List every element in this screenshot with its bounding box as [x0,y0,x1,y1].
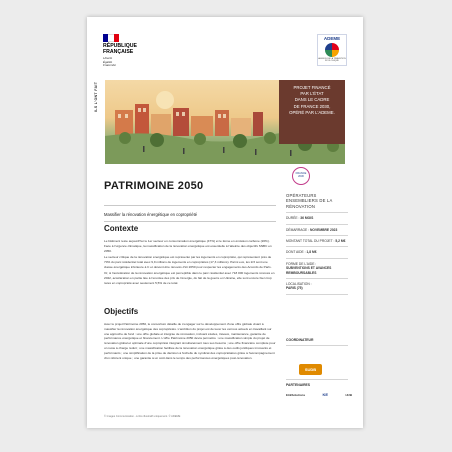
fact-value: 1,8 M€ [306,250,317,255]
label-text: FRANCE 2030 [295,172,307,178]
section-heading-contexte: Contexte [104,224,139,233]
fact-key: LOCALISATION : [286,282,312,287]
fact-value: NOVEMBRE 2023 [310,227,338,232]
funding-line: OPÉRÉ PAR L'ADEME. [289,109,335,115]
subtitle-divider [104,221,276,222]
ademe-name: ADEME [323,36,341,41]
coordinateur-label: COORDINATEUR [286,338,314,342]
partner-logo: EtikSolutions [286,392,306,397]
project-facts-panel [286,193,348,295]
flag-red [114,34,119,42]
fact-key: FORME DE L'AIDE : [286,261,317,266]
ademe-subtitle: AGENCE DE LA TRANSITION ÉCOLOGIQUE [318,58,346,63]
image-credit: © Images Communication - à titre illustratif uniquement. © ADEME [104,415,181,418]
coordinateur-divider [286,345,348,346]
ademe-logo [317,34,347,66]
fact-value: 36 MOIS [300,216,314,221]
illustration-banner [105,80,345,164]
partenaires-label: PARTENAIRES [286,383,311,387]
side-tag: ILS L'ONT FAIT [94,81,98,112]
rf-motto: Liberté Égalité Fraternité [103,56,116,67]
page-subtitle: Massifier la rénovation énergétique en copropriété [104,212,198,217]
rf-name: RÉPUBLIQUE FRANÇAISE [103,43,138,55]
paragraph: Avec le projet Patrimoine 2050, le consortium détaille de s'engager sur le développement d'une offre globale visant à massifier la rénovation énergétique des copropriétés. L'ambition du projet est de lever les verrous actuels en travaillant sur une approche de fond : une offre globale et intégrée de rénovation, incluant études, travaux, maintenance, garantie de performance énergétique et financement. L'offre Patrimoine 2050 devra permettre : une massification simple du projet de rénovation global et optimale d'une copropriété intégrant simultanément tous ses besoins ; une offre financière complète pour un reste à charge réduit ; une massification facilitée de la rénovation énergétique grâce à des outils juridiques innovants et performants ; une simplification de la prise de décision à l'échelle du syndicat des copropriétaires grâce à l'accompagnement d'un référent unique ; une garantie à un coût dans le temps des performances énergétiques post-rénovation. [104,322,276,360]
funding-box [279,80,345,144]
document-page [87,17,363,428]
facts-panel-title: OPÉRATEURS ENSEMBLIERS DE LA RÉNOVATION [286,193,348,213]
fact-forme-aide [286,259,348,279]
ademe-globe-icon [325,43,339,57]
republique-francaise-logo [103,34,143,67]
section-body-contexte [104,239,276,287]
partenaires-divider [286,379,348,380]
fact-aide [286,247,348,258]
coordinateur-logo: SUDB [299,364,322,375]
partner-logos [286,392,352,397]
funding-line: DE FRANCE 2030, [293,103,331,109]
fact-value: SUBVENTIONS ET AVANCES REMBOURSABLES [286,266,332,275]
fact-key: DONT AIDE : [286,250,306,255]
funding-line: DANS LE CADRE [294,97,330,103]
paragraph: Or, si l'accélération de la rénovation énergétique est perceptible dans le parc résidentiel avec 718 000 logements rénovés en 2022, accélération en partie liée à l'envolée des prix de l'énergie, du fait de la guerre en Ukraine, elle sont encore bien trop rares en copropriété avec seulement 5,5% de ce total. [104,270,275,285]
partner-logo: KE [322,392,329,397]
section-heading-objectifs: Objectifs [104,307,139,316]
fact-demarrage [286,225,348,236]
fact-montant [286,236,348,247]
title-divider [104,205,276,206]
france-2030-label-icon [292,167,310,185]
french-flag-icon [103,34,119,42]
paragraph: Le secteur critique de la rénovation énergétique est représenté par les logements en copropriété, qui représentent près de 70% du parc résidentiel total avec 9,9 millions de logements en copropriétés (17,3 millions). Parmi eux, les 2/3 sont une classe énergétique inférieure à C et doivent être rénovés d'ici 2050 pour respecter les engagements des Accords de Paris. [104,254,272,269]
fact-localisation [286,279,348,295]
funding-line: PROJET FINANCÉ [293,85,331,90]
fact-key: DURÉE : [286,216,300,221]
funding-line: PAR L'ÉTAT [300,91,324,97]
fact-key: DÉMARRAGE : [286,227,310,232]
paragraph: Le bâtiment reste aujourd'hui le 1er secteur en consommation énergétique (47%) et le 2ème en émission carbone (20%). Face à l'urgence climatique, la massification de la rénovation énergétique est essentielle à l'atteinte des objectifs SNBC en 2050. [104,239,272,253]
page-title: PATRIMOINE 2050 [104,180,204,192]
fact-value: 5,2 M€ [335,239,346,244]
section-body-objectifs [104,322,276,362]
fact-duree [286,213,348,224]
partner-logo: HUB [345,392,352,397]
fact-value: PARIS (75) [286,286,303,291]
fact-key: MONTANT TOTAL DU PROJET : [286,239,335,244]
